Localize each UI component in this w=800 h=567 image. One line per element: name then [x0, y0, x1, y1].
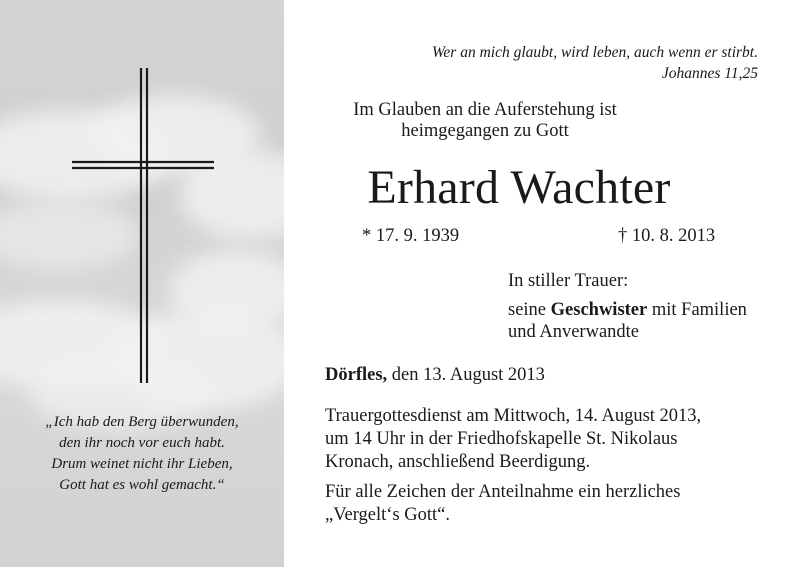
mourners-relation: Geschwister [550, 300, 648, 320]
place: Dörfles, [325, 365, 388, 385]
mourners-heading: In stiller Trauer: [508, 271, 629, 291]
service-line: um 14 Uhr in der Friedhofskapelle St. Nikolaus [325, 429, 678, 449]
mourners-line [508, 299, 747, 321]
poem-line: „Ich hab den Berg überwunden, [45, 414, 239, 430]
birth-date: * 17. 9. 1939 [362, 226, 460, 246]
service-line: Trauergottesdienst am Mittwoch, 14. August 2013, [325, 406, 702, 426]
place-date [325, 364, 545, 386]
deceased-name: Erhard Wachter [367, 161, 671, 214]
death-date: † 10. 8. 2013 [618, 226, 716, 246]
notice-text [284, 0, 800, 567]
date: den 13. August 2013 [387, 365, 545, 385]
mourners-suffix: mit Familien [647, 300, 747, 320]
service-line: Kronach, anschließend Beerdigung. [325, 452, 591, 472]
poem-line: Gott hat es wohl gemacht.“ [59, 477, 225, 493]
poem-line: den ihr noch vor euch habt. [59, 435, 225, 451]
poem-line: Drum weinet nicht ihr Lieben, [51, 456, 233, 472]
intro-line: Im Glauben an die Auferstehung ist [353, 100, 617, 120]
bible-verse: Wer an mich glaubt, wird leben, auch wenn er stirbt. [431, 44, 758, 61]
mourners-prefix: seine [508, 300, 551, 320]
intro-line: heimgegangen zu Gott [401, 121, 569, 141]
thanks-line: „Vergelt‘s Gott“. [325, 505, 451, 525]
poem [0, 412, 284, 496]
cloud-image-panel [0, 0, 284, 567]
thanks-line: Für alle Zeichen der Anteilnahme ein herzliches [325, 482, 681, 502]
mourners-line: und Anverwandte [508, 322, 640, 342]
bible-reference: Johannes 11,25 [661, 65, 758, 82]
